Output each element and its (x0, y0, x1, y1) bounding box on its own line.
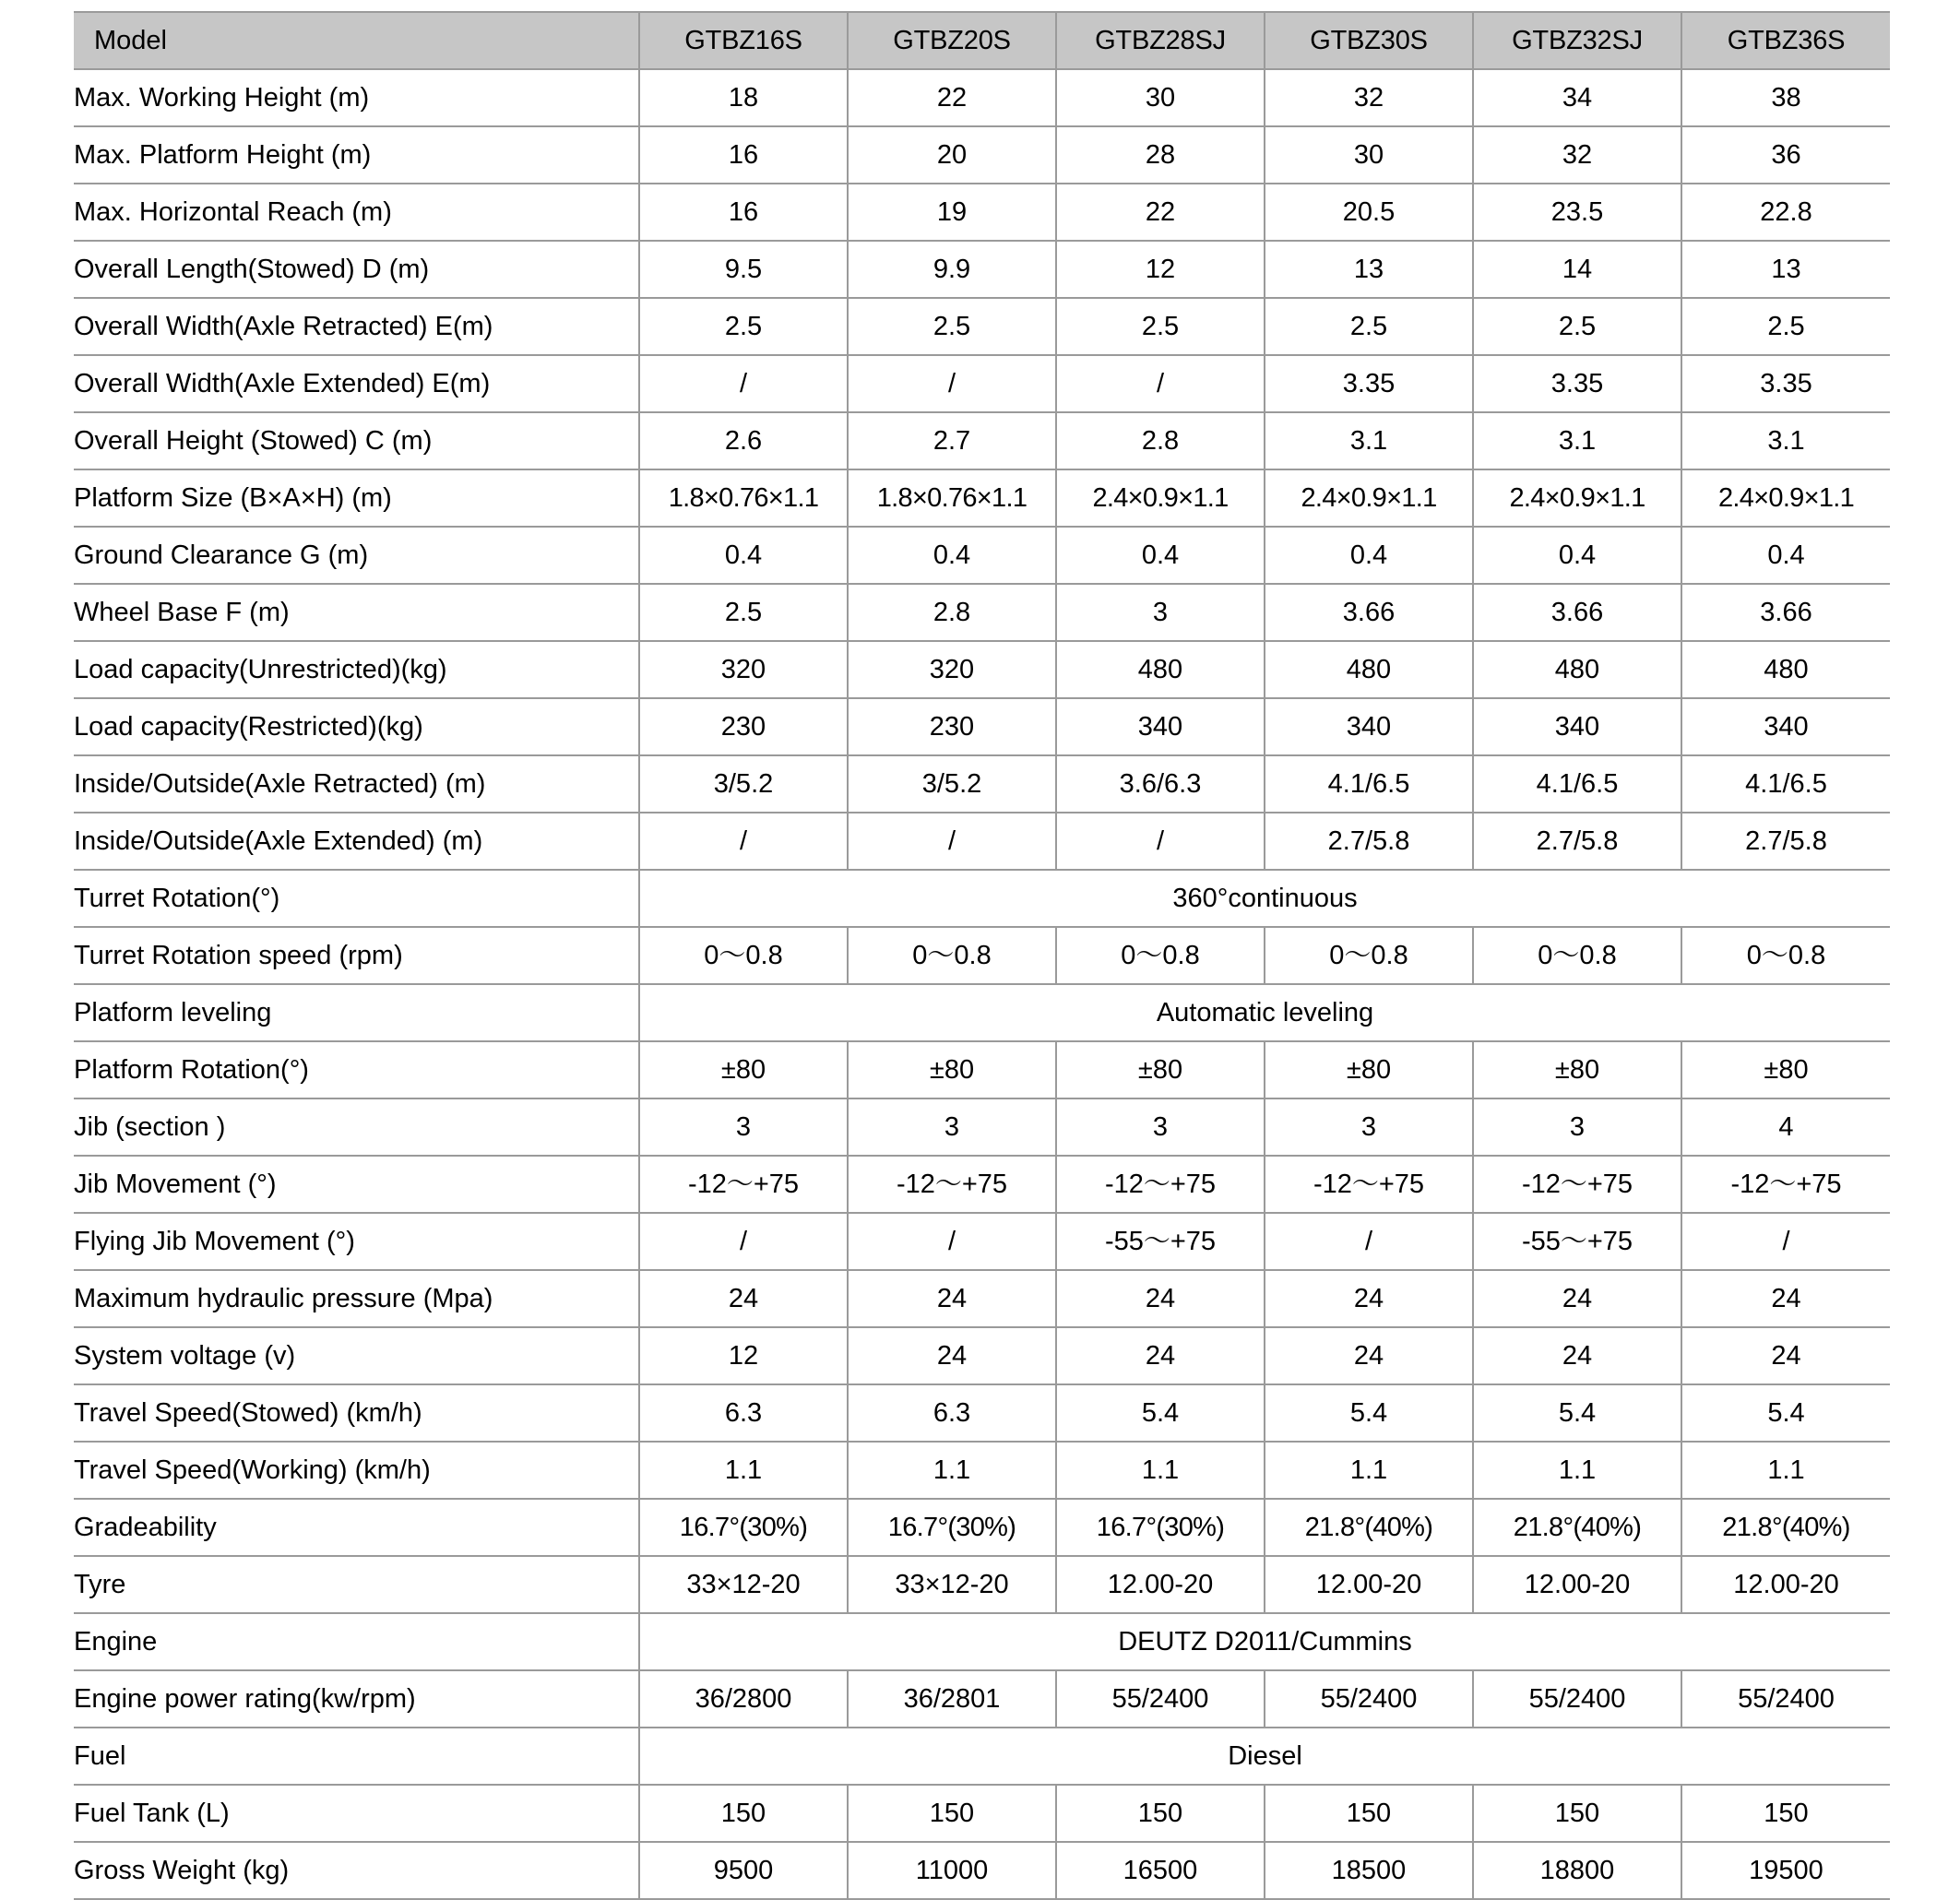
value-cell: 5.4 (1056, 1384, 1265, 1442)
table-row (74, 1213, 1890, 1270)
value-cell: 4 (1681, 1098, 1890, 1156)
value-cell: 13 (1265, 241, 1473, 298)
value-cell: 33×12-20 (848, 1556, 1056, 1613)
value-cell: 34 (1473, 69, 1681, 126)
value-cell: 21.8°(40%) (1265, 1499, 1473, 1556)
value-cell: ±80 (639, 1041, 848, 1098)
value-cell: 22.8 (1681, 184, 1890, 241)
value-cell: 30 (1056, 69, 1265, 126)
row-label: Fuel (74, 1728, 639, 1785)
value-cell: 3.35 (1681, 355, 1890, 412)
row-label: Fuel Tank (L) (74, 1785, 639, 1842)
value-cell: / (848, 813, 1056, 870)
value-cell: / (848, 1213, 1056, 1270)
value-cell: 3.1 (1681, 412, 1890, 469)
table-row (74, 755, 1890, 813)
table-row (74, 1499, 1890, 1556)
value-cell: 340 (1681, 698, 1890, 755)
value-cell: 24 (1473, 1270, 1681, 1327)
value-cell: 36/2801 (848, 1670, 1056, 1728)
value-cell: / (1056, 813, 1265, 870)
value-cell: 2.5 (1681, 298, 1890, 355)
column-header-model: Model (74, 12, 639, 69)
value-cell: 3.66 (1473, 584, 1681, 641)
table-row (74, 698, 1890, 755)
row-label: Turret Rotation(°) (74, 870, 639, 927)
value-cell: 13 (1681, 241, 1890, 298)
value-cell: 3 (639, 1098, 848, 1156)
column-header-gtbz30s: GTBZ30S (1265, 12, 1473, 69)
value-cell: 3.66 (1681, 584, 1890, 641)
value-cell: 2.8 (1056, 412, 1265, 469)
merged-value-cell: 360°continuous (639, 870, 1890, 927)
table-header (74, 12, 1890, 69)
merged-value-cell: DEUTZ D2011/Cummins (639, 1613, 1890, 1670)
row-label: Overall Height (Stowed) C (m) (74, 412, 639, 469)
specification-table (74, 11, 1890, 1900)
value-cell: 55/2400 (1681, 1670, 1890, 1728)
value-cell: 0.4 (1056, 527, 1265, 584)
value-cell: 24 (848, 1327, 1056, 1384)
value-cell: 3/5.2 (848, 755, 1056, 813)
value-cell: 3.1 (1473, 412, 1681, 469)
value-cell: 150 (1473, 1785, 1681, 1842)
row-label: Wheel Base F (m) (74, 584, 639, 641)
value-cell: 16 (639, 126, 848, 184)
value-cell: -55〜+75 (1056, 1213, 1265, 1270)
value-cell: 16.7°(30%) (639, 1499, 848, 1556)
row-label: Gradeability (74, 1499, 639, 1556)
table-row (74, 813, 1890, 870)
table-row (74, 641, 1890, 698)
value-cell: 16 (639, 184, 848, 241)
row-label: Flying Jib Movement (°) (74, 1213, 639, 1270)
value-cell: 6.3 (639, 1384, 848, 1442)
value-cell: 480 (1681, 641, 1890, 698)
value-cell: 3.35 (1265, 355, 1473, 412)
value-cell: ±80 (848, 1041, 1056, 1098)
value-cell: 2.5 (848, 298, 1056, 355)
value-cell: -12〜+75 (639, 1156, 848, 1213)
value-cell: 480 (1473, 641, 1681, 698)
value-cell: 14 (1473, 241, 1681, 298)
value-cell: 340 (1265, 698, 1473, 755)
value-cell: 33×12-20 (639, 1556, 848, 1613)
value-cell: 24 (1681, 1327, 1890, 1384)
value-cell: 2.7 (848, 412, 1056, 469)
row-label: Load capacity(Restricted)(kg) (74, 698, 639, 755)
value-cell: 24 (639, 1270, 848, 1327)
value-cell: 11000 (848, 1842, 1056, 1899)
value-cell: 9.5 (639, 241, 848, 298)
column-header-gtbz16s: GTBZ16S (639, 12, 848, 69)
value-cell: 24 (1056, 1327, 1265, 1384)
row-label: Jib Movement (°) (74, 1156, 639, 1213)
value-cell: 3/5.2 (639, 755, 848, 813)
value-cell: 150 (1681, 1785, 1890, 1842)
value-cell: 22 (848, 69, 1056, 126)
value-cell: 340 (1056, 698, 1265, 755)
row-label: System voltage (v) (74, 1327, 639, 1384)
row-label: Travel Speed(Working) (km/h) (74, 1442, 639, 1499)
value-cell: 55/2400 (1056, 1670, 1265, 1728)
value-cell: 0〜0.8 (639, 927, 848, 984)
table-body (74, 69, 1890, 1899)
value-cell: 0〜0.8 (1056, 927, 1265, 984)
table-row (74, 126, 1890, 184)
column-header-gtbz32sj: GTBZ32SJ (1473, 12, 1681, 69)
value-cell: 21.8°(40%) (1473, 1499, 1681, 1556)
value-cell: 340 (1473, 698, 1681, 755)
value-cell: 0.4 (1473, 527, 1681, 584)
value-cell: 12 (1056, 241, 1265, 298)
value-cell: 9500 (639, 1842, 848, 1899)
column-header-gtbz20s: GTBZ20S (848, 12, 1056, 69)
value-cell: 20 (848, 126, 1056, 184)
value-cell: 24 (1681, 1270, 1890, 1327)
value-cell: 2.7/5.8 (1473, 813, 1681, 870)
table-row (74, 1785, 1890, 1842)
value-cell: 4.1/6.5 (1473, 755, 1681, 813)
value-cell: 4.1/6.5 (1265, 755, 1473, 813)
value-cell: 3.35 (1473, 355, 1681, 412)
table-row (74, 1041, 1890, 1098)
value-cell: 18800 (1473, 1842, 1681, 1899)
value-cell: 12.00-20 (1265, 1556, 1473, 1613)
table-row (74, 870, 1890, 927)
value-cell: 1.1 (848, 1442, 1056, 1499)
row-label: Platform Size (B×A×H) (m) (74, 469, 639, 527)
table-row (74, 584, 1890, 641)
value-cell: 24 (1473, 1327, 1681, 1384)
value-cell: 1.1 (1265, 1442, 1473, 1499)
row-label: Max. Platform Height (m) (74, 126, 639, 184)
value-cell: / (1056, 355, 1265, 412)
table-row (74, 298, 1890, 355)
value-cell: 12.00-20 (1681, 1556, 1890, 1613)
table-row (74, 69, 1890, 126)
row-label: Inside/Outside(Axle Retracted) (m) (74, 755, 639, 813)
value-cell: 2.7/5.8 (1265, 813, 1473, 870)
value-cell: -55〜+75 (1473, 1213, 1681, 1270)
value-cell: 16.7°(30%) (1056, 1499, 1265, 1556)
value-cell: 19 (848, 184, 1056, 241)
value-cell: 0〜0.8 (1681, 927, 1890, 984)
value-cell: 480 (1265, 641, 1473, 698)
value-cell: -12〜+75 (1473, 1156, 1681, 1213)
value-cell: 5.4 (1265, 1384, 1473, 1442)
value-cell: 24 (1265, 1327, 1473, 1384)
value-cell: 4.1/6.5 (1681, 755, 1890, 813)
row-label: Inside/Outside(Axle Extended) (m) (74, 813, 639, 870)
value-cell: -12〜+75 (1265, 1156, 1473, 1213)
value-cell: 3 (848, 1098, 1056, 1156)
row-label: Maximum hydraulic pressure (Mpa) (74, 1270, 639, 1327)
value-cell: 230 (848, 698, 1056, 755)
value-cell: 3 (1473, 1098, 1681, 1156)
value-cell: 55/2400 (1265, 1670, 1473, 1728)
value-cell: ±80 (1265, 1041, 1473, 1098)
column-header-gtbz36s: GTBZ36S (1681, 12, 1890, 69)
value-cell: 9.9 (848, 241, 1056, 298)
value-cell: 3 (1056, 584, 1265, 641)
value-cell: -12〜+75 (848, 1156, 1056, 1213)
value-cell: 38 (1681, 69, 1890, 126)
value-cell: 16500 (1056, 1842, 1265, 1899)
value-cell: 20.5 (1265, 184, 1473, 241)
value-cell: 28 (1056, 126, 1265, 184)
table-row (74, 1728, 1890, 1785)
value-cell: 150 (639, 1785, 848, 1842)
value-cell: 2.6 (639, 412, 848, 469)
row-label: Max. Horizontal Reach (m) (74, 184, 639, 241)
value-cell: 2.8 (848, 584, 1056, 641)
value-cell: 0.4 (848, 527, 1056, 584)
value-cell: 32 (1473, 126, 1681, 184)
value-cell: / (1265, 1213, 1473, 1270)
table-row (74, 1556, 1890, 1613)
value-cell: 3.6/6.3 (1056, 755, 1265, 813)
merged-value-cell: Diesel (639, 1728, 1890, 1785)
table-row (74, 1327, 1890, 1384)
value-cell: 36/2800 (639, 1670, 848, 1728)
value-cell: 1.1 (1056, 1442, 1265, 1499)
table-row (74, 1670, 1890, 1728)
value-cell: 2.5 (639, 298, 848, 355)
column-header-gtbz28sj: GTBZ28SJ (1056, 12, 1265, 69)
value-cell: 2.4×0.9×1.1 (1681, 469, 1890, 527)
table-row (74, 1613, 1890, 1670)
value-cell: 1.8×0.76×1.1 (639, 469, 848, 527)
value-cell: 30 (1265, 126, 1473, 184)
table-row (74, 927, 1890, 984)
value-cell: 36 (1681, 126, 1890, 184)
value-cell: / (639, 1213, 848, 1270)
row-label: Jib (section ) (74, 1098, 639, 1156)
table-row (74, 469, 1890, 527)
value-cell: 3.1 (1265, 412, 1473, 469)
table-row (74, 1270, 1890, 1327)
table-row (74, 527, 1890, 584)
value-cell: -12〜+75 (1681, 1156, 1890, 1213)
row-label: Platform leveling (74, 984, 639, 1041)
table-row (74, 241, 1890, 298)
value-cell: 32 (1265, 69, 1473, 126)
value-cell: 12.00-20 (1473, 1556, 1681, 1613)
table-row (74, 1156, 1890, 1213)
value-cell: 0.4 (1265, 527, 1473, 584)
table-row (74, 1442, 1890, 1499)
value-cell: 3.66 (1265, 584, 1473, 641)
value-cell: 480 (1056, 641, 1265, 698)
row-label: Engine (74, 1613, 639, 1670)
row-label: Max. Working Height (m) (74, 69, 639, 126)
value-cell: / (639, 813, 848, 870)
value-cell: 150 (1056, 1785, 1265, 1842)
value-cell: 150 (848, 1785, 1056, 1842)
value-cell: 2.4×0.9×1.1 (1265, 469, 1473, 527)
table-row (74, 984, 1890, 1041)
value-cell: -12〜+75 (1056, 1156, 1265, 1213)
value-cell: 19500 (1681, 1842, 1890, 1899)
row-label: Overall Width(Axle Extended) E(m) (74, 355, 639, 412)
value-cell: 24 (1265, 1270, 1473, 1327)
value-cell: 1.8×0.76×1.1 (848, 469, 1056, 527)
value-cell: 0〜0.8 (1265, 927, 1473, 984)
value-cell: 2.5 (1265, 298, 1473, 355)
value-cell: 2.5 (639, 584, 848, 641)
row-label: Load capacity(Unrestricted)(kg) (74, 641, 639, 698)
value-cell: 5.4 (1681, 1384, 1890, 1442)
value-cell: ±80 (1056, 1041, 1265, 1098)
value-cell: 150 (1265, 1785, 1473, 1842)
value-cell: 12 (639, 1327, 848, 1384)
value-cell: 5.4 (1473, 1384, 1681, 1442)
row-label: Ground Clearance G (m) (74, 527, 639, 584)
value-cell: 0〜0.8 (848, 927, 1056, 984)
row-label: Platform Rotation(°) (74, 1041, 639, 1098)
value-cell: ±80 (1473, 1041, 1681, 1098)
value-cell: / (1681, 1213, 1890, 1270)
value-cell: 2.7/5.8 (1681, 813, 1890, 870)
value-cell: 6.3 (848, 1384, 1056, 1442)
row-label: Turret Rotation speed (rpm) (74, 927, 639, 984)
row-label: Travel Speed(Stowed) (km/h) (74, 1384, 639, 1442)
value-cell: 320 (848, 641, 1056, 698)
table-row (74, 1842, 1890, 1899)
value-cell: 0〜0.8 (1473, 927, 1681, 984)
value-cell: 22 (1056, 184, 1265, 241)
value-cell: 3 (1265, 1098, 1473, 1156)
value-cell: 21.8°(40%) (1681, 1499, 1890, 1556)
row-label: Overall Length(Stowed) D (m) (74, 241, 639, 298)
value-cell: 18 (639, 69, 848, 126)
value-cell: 0.4 (1681, 527, 1890, 584)
row-label: Engine power rating(kw/rpm) (74, 1670, 639, 1728)
value-cell: 1.1 (1681, 1442, 1890, 1499)
value-cell: 0.4 (639, 527, 848, 584)
value-cell: 320 (639, 641, 848, 698)
row-label: Gross Weight (kg) (74, 1842, 639, 1899)
value-cell: 2.4×0.9×1.1 (1056, 469, 1265, 527)
value-cell: 12.00-20 (1056, 1556, 1265, 1613)
value-cell: 2.5 (1056, 298, 1265, 355)
value-cell: 3 (1056, 1098, 1265, 1156)
merged-value-cell: Automatic leveling (639, 984, 1890, 1041)
value-cell: 18500 (1265, 1842, 1473, 1899)
table-row (74, 355, 1890, 412)
value-cell: 1.1 (1473, 1442, 1681, 1499)
table-row (74, 1384, 1890, 1442)
value-cell: 16.7°(30%) (848, 1499, 1056, 1556)
value-cell: / (848, 355, 1056, 412)
value-cell: / (639, 355, 848, 412)
table-row (74, 412, 1890, 469)
row-label: Tyre (74, 1556, 639, 1613)
value-cell: 1.1 (639, 1442, 848, 1499)
value-cell: 24 (1056, 1270, 1265, 1327)
value-cell: 23.5 (1473, 184, 1681, 241)
table-row (74, 184, 1890, 241)
value-cell: 24 (848, 1270, 1056, 1327)
table-row (74, 1098, 1890, 1156)
value-cell: 230 (639, 698, 848, 755)
value-cell: 55/2400 (1473, 1670, 1681, 1728)
header-row (74, 12, 1890, 69)
row-label: Overall Width(Axle Retracted) E(m) (74, 298, 639, 355)
value-cell: 2.4×0.9×1.1 (1473, 469, 1681, 527)
value-cell: 2.5 (1473, 298, 1681, 355)
value-cell: ±80 (1681, 1041, 1890, 1098)
